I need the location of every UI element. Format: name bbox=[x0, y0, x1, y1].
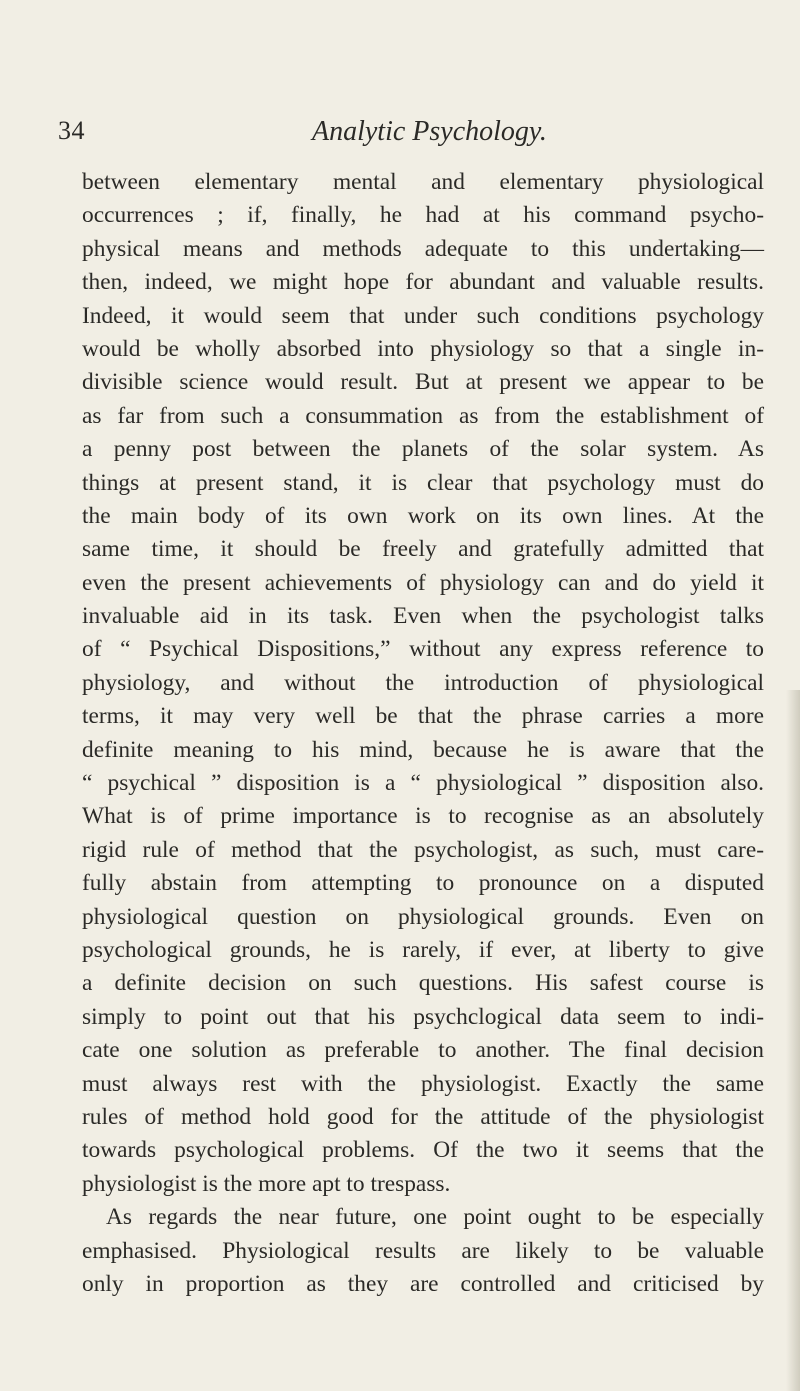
text-line: then, indeed, we might hope for abundant and valuable results. bbox=[82, 269, 764, 296]
text-line: even the present achievements of physiology can and do yield it bbox=[82, 569, 764, 596]
text-line: physical means and methods adequate to this undertaking— bbox=[82, 235, 764, 262]
text-line: a penny post between the planets of the solar system. As bbox=[82, 436, 764, 463]
text-line: fully abstain from attempting to pronounce on a disputed bbox=[82, 870, 764, 897]
text-line: things at present stand, it is clear that psychology must do bbox=[82, 469, 764, 496]
text-line: Indeed, it would seem that under such conditions psychology bbox=[82, 302, 764, 329]
text-line: psychological grounds, he is rarely, if ever, at liberty to give bbox=[82, 936, 764, 963]
text-line: physiologist is the more apt to trespass. bbox=[82, 1170, 451, 1197]
text-line: same time, it should be freely and gratefully admitted that bbox=[82, 536, 764, 563]
text-line: would be wholly absorbed into physiology so that a single in- bbox=[82, 335, 764, 362]
text-line: physiology, and without the introduction of physiological bbox=[82, 669, 764, 696]
running-title: Analytic Psychology. bbox=[312, 116, 547, 147]
text-line: only in proportion as they are controlled and criticised by bbox=[82, 1270, 764, 1297]
text-line: terms, it may very well be that the phrase carries a more bbox=[82, 703, 764, 730]
page-edge-shadow bbox=[786, 690, 800, 1391]
text-line: cate one solution as preferable to another. The final decision bbox=[82, 1037, 764, 1064]
text-line: of “ Psychical Dispositions,” without any express reference to bbox=[82, 636, 764, 663]
text-line: divisible science would result. But at present we appear to be bbox=[82, 369, 764, 396]
text-line: physiological question on physiological grounds. Even on bbox=[82, 903, 764, 930]
text-line: must always rest with the physiologist. Exactly the same bbox=[82, 1070, 764, 1097]
text-line: between elementary mental and elementary physiological bbox=[82, 169, 764, 195]
text-line: rigid rule of method that the psychologist, as such, must care- bbox=[82, 836, 764, 863]
running-head bbox=[58, 116, 738, 156]
text-line: the main body of its own work on its own lines. At the bbox=[82, 502, 764, 529]
text-line: occurrences ; if, finally, he had at his command psycho- bbox=[82, 202, 764, 229]
text-line: invaluable aid in its task. Even when the psychologist talks bbox=[82, 603, 764, 630]
text-line: emphasised. Physiological results are likely to be valuable bbox=[82, 1237, 764, 1264]
page-number: 34 bbox=[58, 116, 85, 145]
text-line: as far from such a consummation as from the establishment of bbox=[82, 402, 764, 429]
text-line: definite meaning to his mind, because he is aware that the bbox=[82, 736, 764, 763]
text-line: “ psychical ” disposition is a “ physiological ” disposition also. bbox=[82, 770, 764, 797]
text-line: As regards the near future, one point ought to be especially bbox=[106, 1204, 764, 1231]
text-line: rules of method hold good for the attitude of the physiologist bbox=[82, 1103, 764, 1130]
text-line: towards psychological problems. Of the two it seems that the bbox=[82, 1137, 764, 1164]
text-line: simply to point out that his psychclogical data seem to indi- bbox=[82, 1003, 764, 1030]
text-line: a definite decision on such questions. His safest course is bbox=[82, 970, 764, 997]
body-text bbox=[82, 166, 764, 1301]
text-line: What is of prime importance is to recognise as an absolutely bbox=[82, 803, 764, 830]
